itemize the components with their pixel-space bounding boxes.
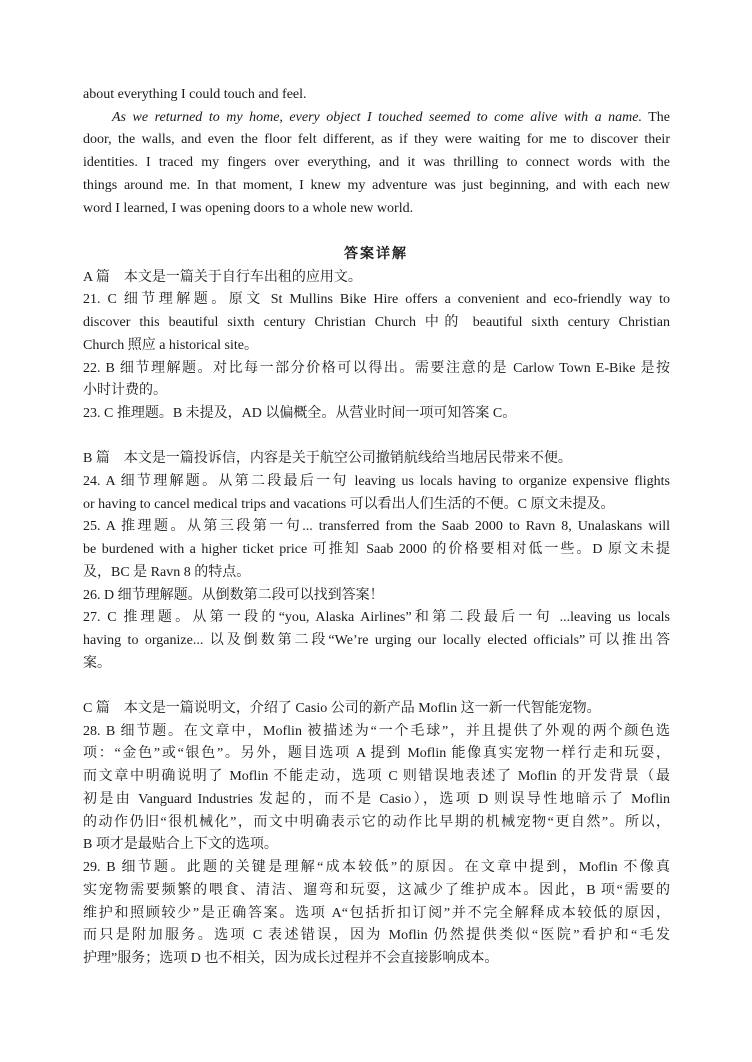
passage-line: about everything I could touch and feel. (83, 87, 307, 102)
passage-line: door, the walls, and even the floor felt different, as if they were waiting for me to discover their (83, 132, 670, 147)
answer-line: 的动作仍旧“很机械化”，而文中明确表示它的动作比早期的机械宠物“更自然”。所以， (83, 815, 670, 830)
answer-line: 28. B 细节题。在文章中，Moflin 被描述为“一个毛球”，并且提供了外观的两个颜色选 (83, 724, 670, 739)
answer-line: 小时计费的。 (83, 383, 167, 398)
answer-line: 实宠物需要频繁的喂食、清洁、遛弯和玩耍，这减少了维护成本。因此，B 项“需要的 (83, 883, 670, 898)
answer-line: 护理”服务；选项 D 也不相关，因为成长过程并不会直接影响成本。 (83, 951, 499, 966)
answer-line: 27. C 推理题。从第一段的“you, Alaska Airlines”和第二段最后一句 ...leaving us locals (83, 610, 670, 625)
passage-italic-sentence: As we returned to my home, every object I touched seemed to come alive with a name. (112, 110, 642, 125)
answer-line: or having to cancel medical trips and vacations 可以看出人们生活的不便。C 原文未提及。 (83, 497, 615, 512)
answer-line: Church 照应 a historical site。 (83, 338, 258, 353)
answer-line: 22. B 细节理解题。对比每一部分价格可以得出。需要注意的是 Carlow Town E-Bike 是按 (83, 361, 670, 376)
answer-line: 26. D 细节理解题。从倒数第二段可以找到答案！ (83, 588, 384, 603)
answer-line: 而文章中明确说明了 Moflin 不能走动，选项 C 则错误地表述了 Moflin 的开发背景（最 (83, 769, 670, 784)
answer-line: 维护和照顾较少”是正确答案。选项 A“包括折扣订阅”并不完全解释成本较低的原因， (83, 906, 670, 921)
passage-line: word I learned, I was opening doors to a whole new world. (83, 201, 414, 216)
answer-line: 29. B 细节题。此题的关键是理解“成本较低”的原因。在文章中提到，Moflin 不像真 (83, 860, 670, 875)
answer-line: 项：“金色”或“银色”。另外，题目选项 A 提到 Moflin 能像真实宠物一样行走和玩耍， (83, 746, 670, 761)
passage-line (112, 107, 670, 130)
answer-line: 而只是附加服务。选项 C 表述错误，因为 Moflin 仍然提供类似“医院”看护和“毛发 (83, 928, 670, 943)
answer-line: discover this beautiful sixth century Christian Church 中的 beautiful sixth century Christian (83, 315, 670, 330)
passage-line: identities. I traced my fingers over everything, and it was thrilling to connect words with the (83, 155, 670, 170)
answers-title: 答案详解 (344, 247, 408, 262)
answer-line: 及，BC 是 Ravn 8 的特点。 (83, 565, 251, 580)
passage-text: The (641, 110, 670, 125)
answer-line: 23. C 推理题。B 未提及，AD 以偏概全。从营业时间一项可知答案 C。 (83, 406, 517, 421)
answer-line: 21. C 细节理解题。原文 St Mullins Bike Hire offers a convenient and eco-friendly way to (83, 292, 670, 307)
answer-line: B 项才是最贴合上下文的选项。 (83, 837, 278, 852)
section-b-intro: B 篇 本文是一篇投诉信，内容是关于航空公司撤销航线给当地居民带来不便。 (83, 451, 572, 466)
answer-line: 25. A 推理题。从第三段第一句... transferred from the Saab 2000 to Ravn 8, Unalaskans will (83, 519, 670, 534)
answer-line: 案。 (83, 656, 111, 671)
answer-line: 24. A 细节理解题。从第二段最后一句 leaving us locals having to organize expensive flights (83, 474, 670, 489)
answer-line: having to organize... 以及倒数第二段“We’re urging our locally elected officials”可以推出答 (83, 633, 670, 648)
section-c-intro: C 篇 本文是一篇说明文，介绍了 Casio 公司的新产品 Moflin 这一新一代智能宠物。 (83, 701, 601, 716)
passage-line: things around me. In that moment, I knew my adventure was just beginning, and with each new (83, 178, 670, 193)
answer-line: be burdened with a higher ticket price 可推知 Saab 2000 的价格要相对低一些。D 原文未提 (83, 542, 670, 557)
answer-line: 初是由 Vanguard Industries 发起的，而不是 Casio），选项 D 则误导性地暗示了 Moflin (83, 792, 670, 807)
section-a-intro: A 篇 本文是一篇关于自行车出租的应用文。 (83, 270, 362, 285)
